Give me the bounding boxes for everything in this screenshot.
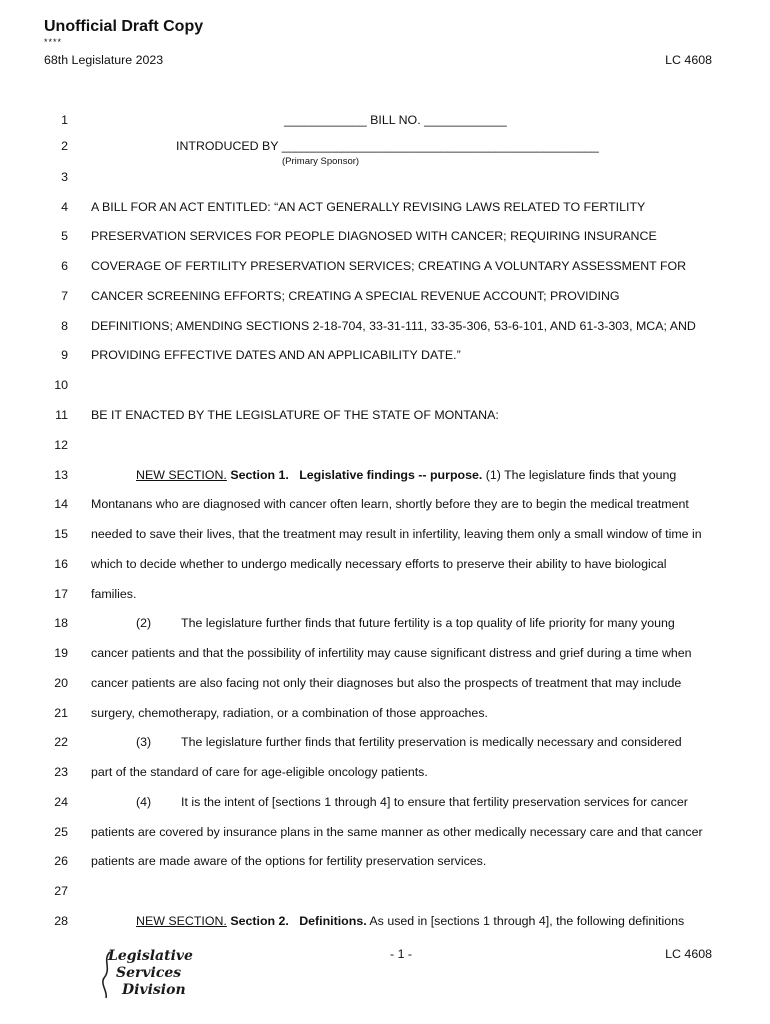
line-number: 23 [54, 765, 68, 779]
section-heading: Definitions. [299, 914, 367, 928]
line-number: 4 [61, 200, 68, 214]
section-number: Section 1. [230, 468, 289, 482]
line-number: 21 [54, 706, 68, 720]
line-number: 20 [54, 676, 68, 690]
line-number: 22 [54, 735, 68, 749]
line-number: 1 [61, 113, 68, 127]
line-text: cancer patients are also facing not only their diagnoses but also the prospects of treatment that may include [91, 676, 682, 690]
line-number: 13 [54, 468, 68, 482]
line-text: PRESERVATION SERVICES FOR PEOPLE DIAGNOSED WITH CANCER; REQUIRING INSURANCE [91, 229, 657, 243]
line-text: needed to save their lives, that the treatment may result in infertility, leaving them only a small window of time in [91, 527, 702, 541]
line-number: 27 [54, 884, 68, 898]
line-number: 5 [61, 229, 68, 243]
line-text: BE IT ENACTED BY THE LEGISLATURE OF THE STATE OF MONTANA: [91, 408, 499, 422]
line-number: 6 [61, 259, 68, 273]
line-number: 3 [61, 170, 68, 184]
new-section-marker: NEW SECTION. [136, 914, 227, 928]
line-text: patients are made aware of the options for fertility preservation services. [91, 854, 487, 868]
line-number: 17 [54, 587, 68, 601]
line-text: part of the standard of care for age-eligible oncology patients. [91, 765, 428, 779]
subsection-text: The legislature further finds that future fertility is a top quality of life priority for many young [181, 616, 675, 630]
line-text: CANCER SCREENING EFFORTS; CREATING A SPECIAL REVENUE ACCOUNT; PROVIDING [91, 289, 620, 303]
line-text [91, 914, 684, 928]
line-number: 19 [54, 646, 68, 660]
line-number: 10 [54, 378, 68, 392]
lc-number-top: LC 4608 [665, 53, 712, 67]
line-text: A BILL FOR AN ACT ENTITLED: “AN ACT GENERALLY REVISING LAWS RELATED TO FERTILITY [91, 200, 646, 214]
subsection-text: It is the intent of [sections 1 through 4] to ensure that fertility preservation services for cancer [181, 795, 688, 809]
subsection-number: (2) [136, 616, 152, 630]
logo-line-2: Services [116, 965, 182, 981]
session-label: 68th Legislature 2023 [44, 53, 164, 67]
section-text: (1) The legislature finds that young [482, 468, 677, 482]
logo-line-1: Legislative [108, 948, 193, 964]
line-text: surgery, chemotherapy, radiation, or a combination of those approaches. [91, 706, 488, 720]
line-number: 11 [55, 408, 68, 422]
line-text: patients are covered by insurance plans in the same manner as other medically necessary care and that cancer [91, 825, 703, 839]
line-number: 7 [61, 289, 68, 303]
line-number: 14 [54, 497, 68, 511]
line-number: 9 [61, 348, 68, 362]
line-text: families. [91, 587, 137, 601]
line-number: 28 [54, 914, 68, 928]
logo-line-3: Division [122, 982, 186, 998]
line-number: 12 [54, 438, 68, 452]
new-section-marker: NEW SECTION. [136, 468, 227, 482]
section-text: As used in [sections 1 through 4], the following definitions [366, 914, 685, 928]
line-text: cancer patients and that the possibility of infertility may cause significant distress and grief during a time when [91, 646, 692, 660]
legislative-services-division-logo [100, 948, 193, 1002]
draft-title: Unofficial Draft Copy [44, 18, 204, 35]
line-text [91, 468, 676, 482]
lc-number-bottom: LC 4608 [665, 947, 712, 961]
section-number: Section 2. [230, 914, 289, 928]
line-text [91, 616, 675, 630]
draft-stars: **** [44, 37, 63, 47]
line-text: DEFINITIONS; AMENDING SECTIONS 2-18-704, 33-31-111, 33-35-306, 53-6-101, AND 61-3-303, MCA; AND [91, 319, 696, 333]
primary-sponsor-note: (Primary Sponsor) [282, 156, 360, 167]
page-number: - 1 - [390, 947, 413, 961]
line-text: ____________ BILL NO. ____________ [284, 113, 507, 127]
line-text: COVERAGE OF FERTILITY PRESERVATION SERVICES; CREATING A VOLUNTARY ASSESSMENT FOR [91, 259, 687, 273]
line-text: PROVIDING EFFECTIVE DATES AND AN APPLICABILITY DATE.” [91, 348, 461, 362]
line-number: 25 [54, 825, 68, 839]
section-heading: Legislative findings -- purpose. [299, 468, 483, 482]
line-number: 8 [61, 319, 68, 333]
line-number: 24 [54, 795, 68, 809]
subsection-number: (4) [136, 795, 152, 809]
line-number: 26 [54, 854, 68, 868]
line-text [91, 735, 682, 749]
line-text [91, 795, 688, 809]
line-number: 18 [54, 616, 68, 630]
line-number: 15 [54, 527, 68, 541]
line-number: 16 [54, 557, 68, 571]
subsection-text: The legislature further finds that fertility preservation is medically necessary and considered [181, 735, 682, 749]
line-text: which to decide whether to undergo medically necessary efforts to preserve their ability to have biological [91, 557, 667, 571]
line-number: 2 [61, 139, 68, 153]
line-text: Montanans who are diagnosed with cancer often learn, shortly before they are to begin the medical treatment [91, 497, 689, 511]
line-text: INTRODUCED BY ______________________________________________ [176, 139, 599, 153]
subsection-number: (3) [136, 735, 152, 749]
